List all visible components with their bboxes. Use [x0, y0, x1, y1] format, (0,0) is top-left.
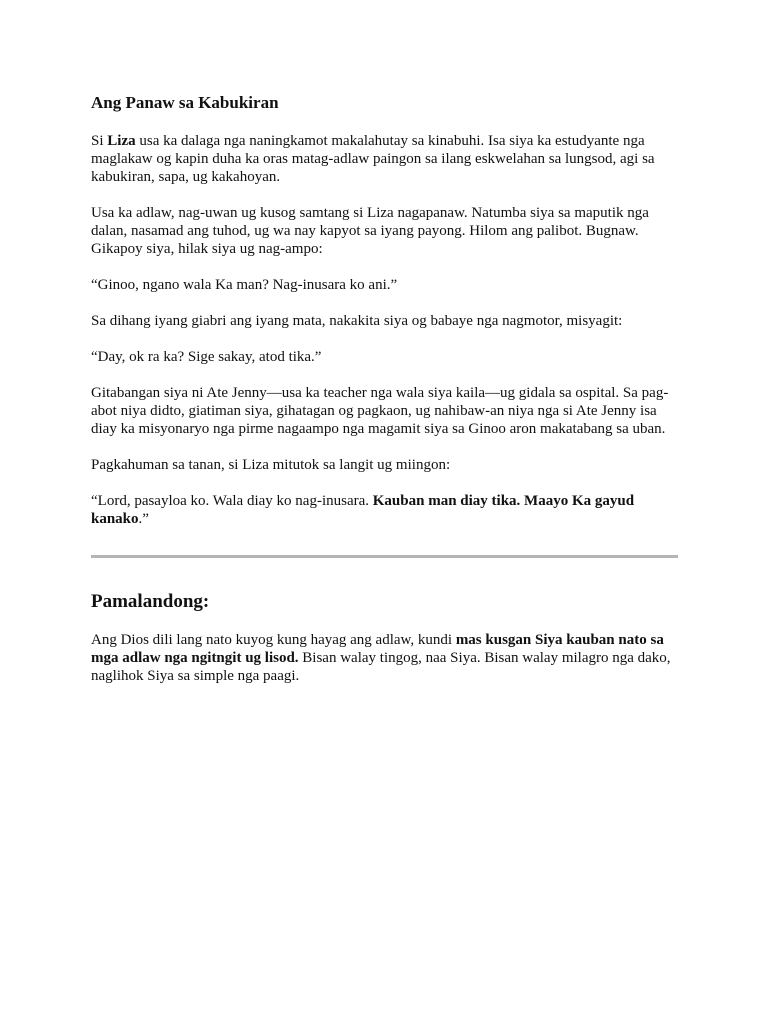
paragraph-text: Ang Dios dili lang nato kuyog kung hayag ang adlaw, kundi — [91, 632, 456, 648]
emphasis-text: mas kusgan Siya kauban nato sa mga adlaw nga ngitngit ug lisod. — [91, 632, 664, 666]
reflection-title: Pamalandong: — [91, 591, 210, 612]
highlight-name: Liza — [107, 133, 136, 149]
story-paragraph-7: Pagkahuman sa tanan, si Liza mitutok sa langit ug miingon: — [91, 457, 451, 473]
paragraph-text: usa ka dalaga nga naningkamot makalahutay sa kinabuhi. Isa siya ka estudyante nga maglakaw og kapin duha ka oras matag-adlaw paingon sa ilang eskwelahan sa lungsod, agi sa kabukiran, sapa, ug kakahoyan. — [91, 133, 655, 185]
paragraph-text: .” — [138, 511, 149, 527]
story-motorist-quote: “Day, ok ra ka? Sige sakay, atod tika.” — [91, 349, 322, 365]
story-title: Ang Panaw sa Kabukiran — [91, 93, 279, 112]
paragraph-text: Bisan walay tingog, naa Siya. Bisan walay milagro nga dako, naglihok Siya sa simple nga paagi. — [91, 650, 671, 684]
story-paragraph-1 — [91, 132, 678, 186]
paragraph-text: Si — [91, 133, 108, 149]
section-divider — [91, 555, 678, 558]
story-paragraph-2: Usa ka adlaw, nag-uwan ug kusog samtang si Liza nagapanaw. Natumba siya sa maputik nga dalan, nasamad ang tuhod, ug wa nay kapyot sa iyang payong. Hilom ang palibot. Bugnaw. Gikapoy siya, hilak siya ug nag-ampo: — [91, 205, 649, 257]
paragraph-text: “Lord, pasayloa ko. Wala diay ko nag-inusara. — [91, 493, 373, 509]
story-paragraph-6: Gitabangan siya ni Ate Jenny—usa ka teacher nga wala siya kaila—ug gidala sa ospital. Sa pag-abot niya didto, giatiman siya, gihatagan og pagkaon, ug nahibaw-an niya nga si Ate Jenny isa diay ka misyonaryo nga pirme nagaampo nga magamit siya sa Ginoo aron makatabang sa uban. — [91, 385, 669, 437]
story-closing-quote — [91, 492, 678, 528]
emphasis-text: Kauban man diay tika. Maayo Ka gayud kanako — [91, 493, 635, 527]
story-paragraph-4: Sa dihang iyang giabri ang iyang mata, nakakita siya og babaye nga nagmotor, misyagit: — [91, 313, 623, 329]
reflection-paragraph — [91, 631, 678, 685]
story-prayer-quote: “Ginoo, ngano wala Ka man? Nag-inusara ko ani.” — [91, 277, 398, 293]
